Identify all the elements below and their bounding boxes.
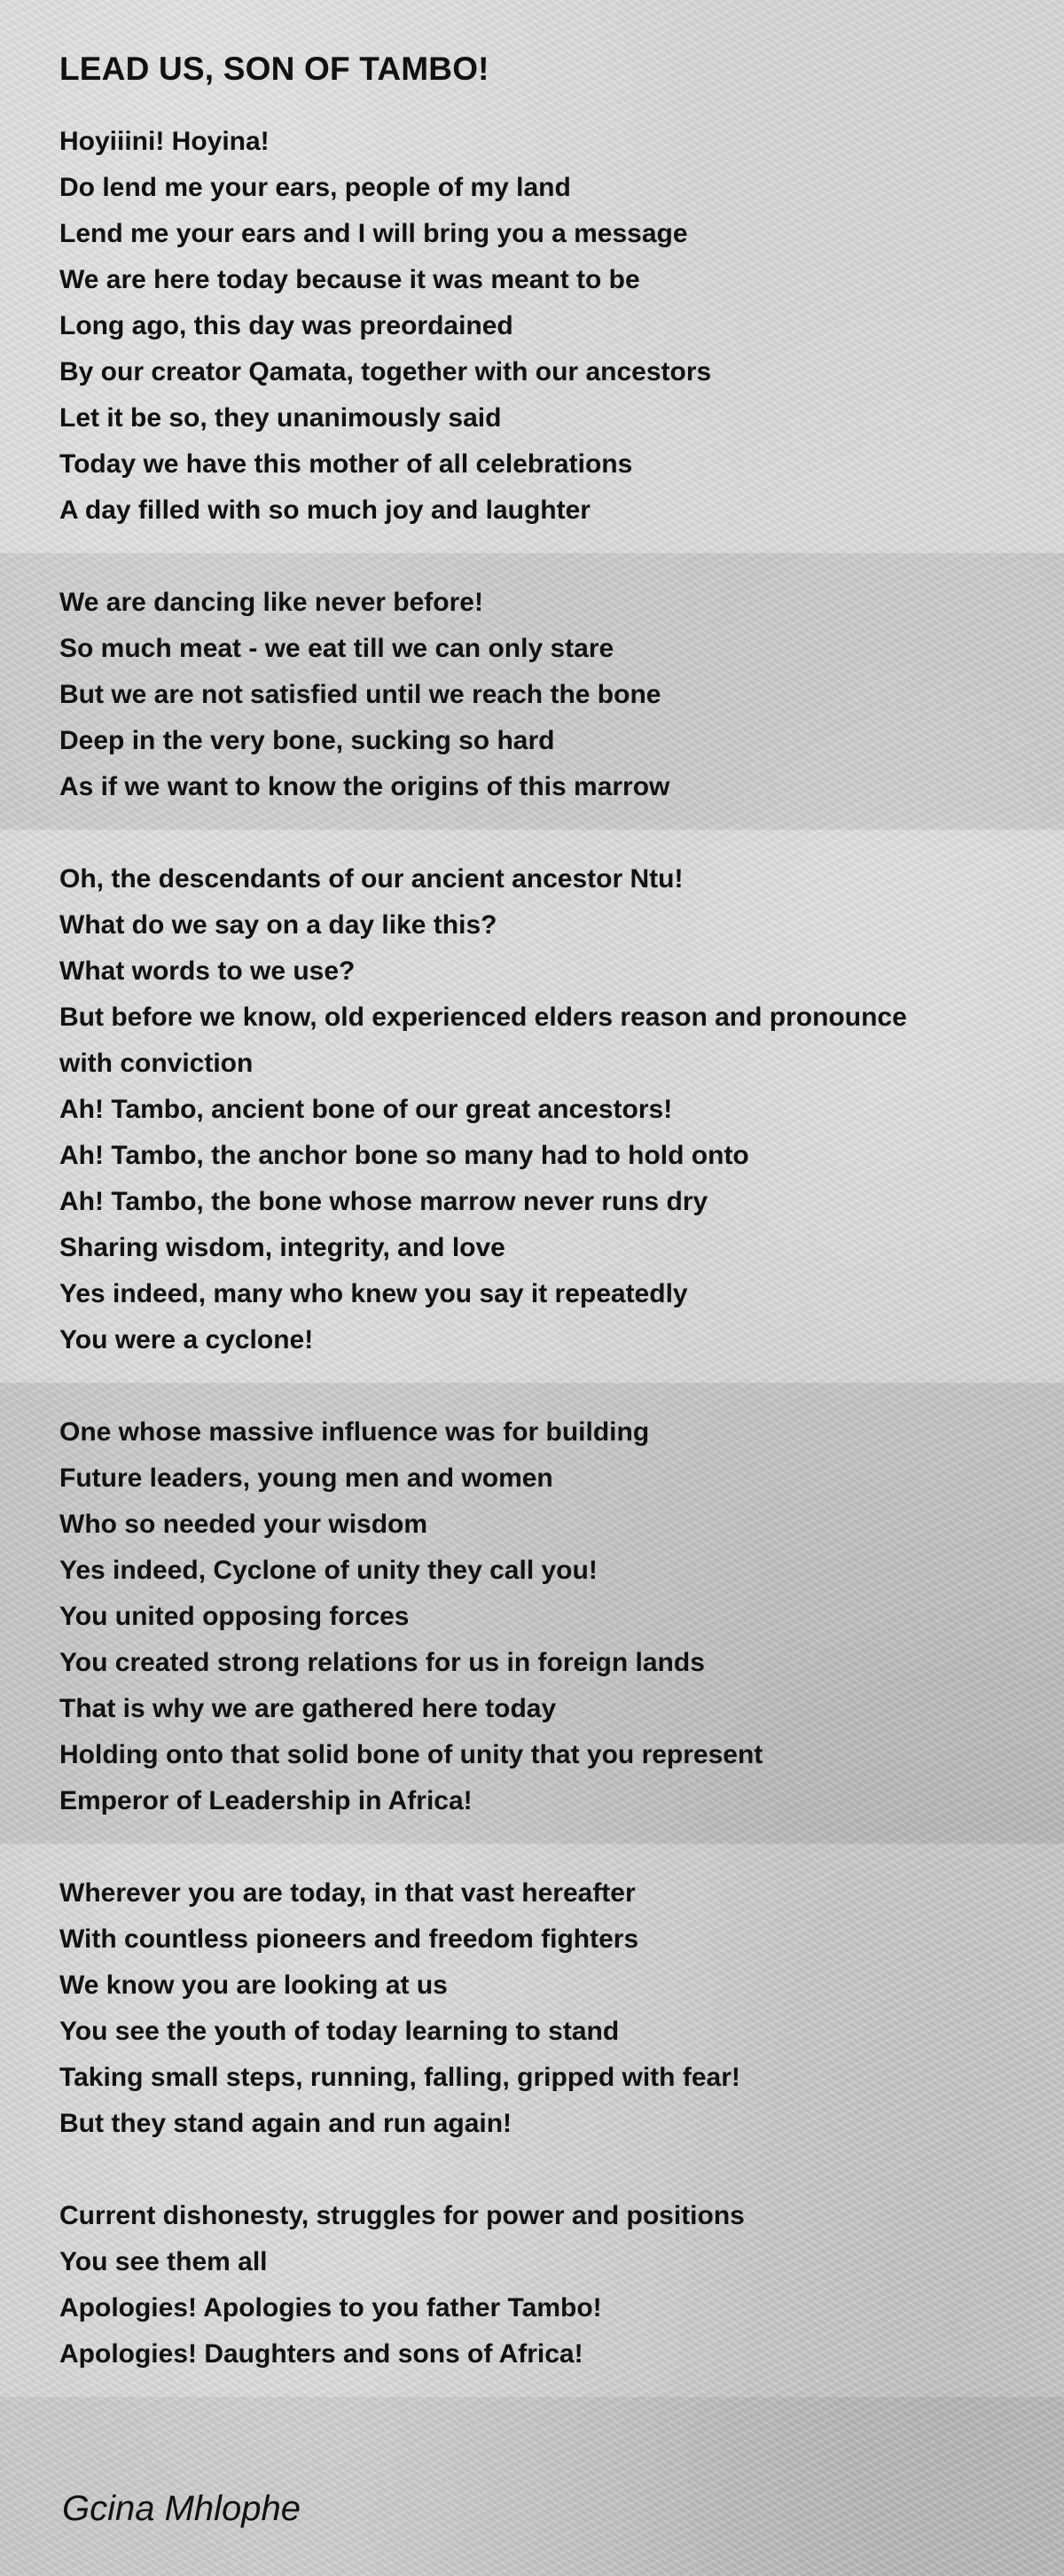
poem-title: LEAD US, SON OF TAMBO! (59, 51, 489, 87)
poem-line: Yes indeed, many who knew you say it repeatedly (59, 1279, 688, 1308)
poem-line: You see the youth of today learning to stand (59, 2017, 620, 2046)
poem-line: Yes indeed, Cyclone of unity they call you! (59, 1556, 598, 1585)
poem-line: But they stand again and run again! (59, 2109, 512, 2138)
poem-line: Ah! Tambo, the anchor bone so many had to hold onto (59, 1141, 749, 1170)
poem-line: That is why we are gathered here today (59, 1694, 557, 1723)
poem-line: You united opposing forces (59, 1602, 410, 1631)
poem-stanza (59, 1409, 1017, 1824)
poem-line: Emperor of Leadership in Africa! (59, 1786, 473, 1815)
poem-line: Future leaders, young men and women (59, 1464, 553, 1493)
poem-line: One whose massive influence was for building (59, 1417, 650, 1447)
poem-line: As if we want to know the origins of this marrow (59, 772, 670, 801)
poem-line: Ah! Tambo, the bone whose marrow never runs dry (59, 1187, 708, 1216)
stanza-list (59, 119, 1017, 2377)
poem-line: You created strong relations for us in foreign lands (59, 1648, 705, 1677)
poem-line: Who so needed your wisdom (59, 1510, 428, 1539)
poem-line: Hoyiiini! Hoyina! (59, 127, 270, 156)
poem-line: By our creator Qamata, together with our ancestors (59, 357, 712, 386)
poem-stanza (59, 2193, 1017, 2377)
poem-stanza (59, 580, 1017, 810)
poem-line: Current dishonesty, struggles for power and positions (59, 2201, 745, 2230)
poem-line: Apologies! Daughters and sons of Africa! (59, 2339, 583, 2369)
poem-line: Do lend me your ears, people of my land (59, 173, 571, 202)
poem-line: We know you are looking at us (59, 1971, 448, 2000)
poem-line: Ah! Tambo, ancient bone of our great ancestors! (59, 1095, 673, 1124)
poem-line: We are here today because it was meant to be (59, 265, 640, 294)
poem-line: With countless pioneers and freedom fighters (59, 1924, 639, 1954)
poem-line: You were a cyclone! (59, 1325, 314, 1354)
poem-stanza (59, 1870, 1017, 2147)
poem-line: But before we know, old experienced elders reason and pronounce (59, 1003, 907, 1032)
poem-line: You see them all (59, 2247, 268, 2276)
poem-line: We are dancing like never before! (59, 588, 483, 617)
poem-stanza (59, 119, 1017, 534)
poem-line: What do we say on a day like this? (59, 910, 497, 940)
poem-stanza (59, 856, 1017, 1363)
poem-line: Sharing wisdom, integrity, and love (59, 1233, 505, 1262)
poem-line: Today we have this mother of all celebrations (59, 449, 633, 479)
poem-line: A day filled with so much joy and laughter (59, 496, 591, 525)
poem-line: Holding onto that solid bone of unity that you represent (59, 1740, 763, 1769)
poem-line: with conviction (59, 1049, 254, 1078)
poem-line: Long ago, this day was preordained (59, 311, 513, 340)
poem-line: So much meat - we eat till we can only stare (59, 634, 614, 663)
poem-line: Oh, the descendants of our ancient ancestor Ntu! (59, 864, 684, 894)
poem-author: Gcina Mhlophe (62, 2489, 301, 2528)
poem-line: Apologies! Apologies to you father Tambo! (59, 2293, 602, 2322)
poem-line: Taking small steps, running, falling, gripped with fear! (59, 2063, 740, 2092)
poem-line: Lend me your ears and I will bring you a message (59, 219, 688, 248)
poem-body (59, 41, 1017, 2424)
poem-line: Wherever you are today, in that vast hereafter (59, 1878, 636, 1908)
poem-line: Let it be so, they unanimously said (59, 403, 502, 433)
poem-line: Deep in the very bone, sucking so hard (59, 726, 555, 755)
poem-line: But we are not satisfied until we reach the bone (59, 680, 661, 709)
poem-line: What words to we use? (59, 956, 356, 986)
